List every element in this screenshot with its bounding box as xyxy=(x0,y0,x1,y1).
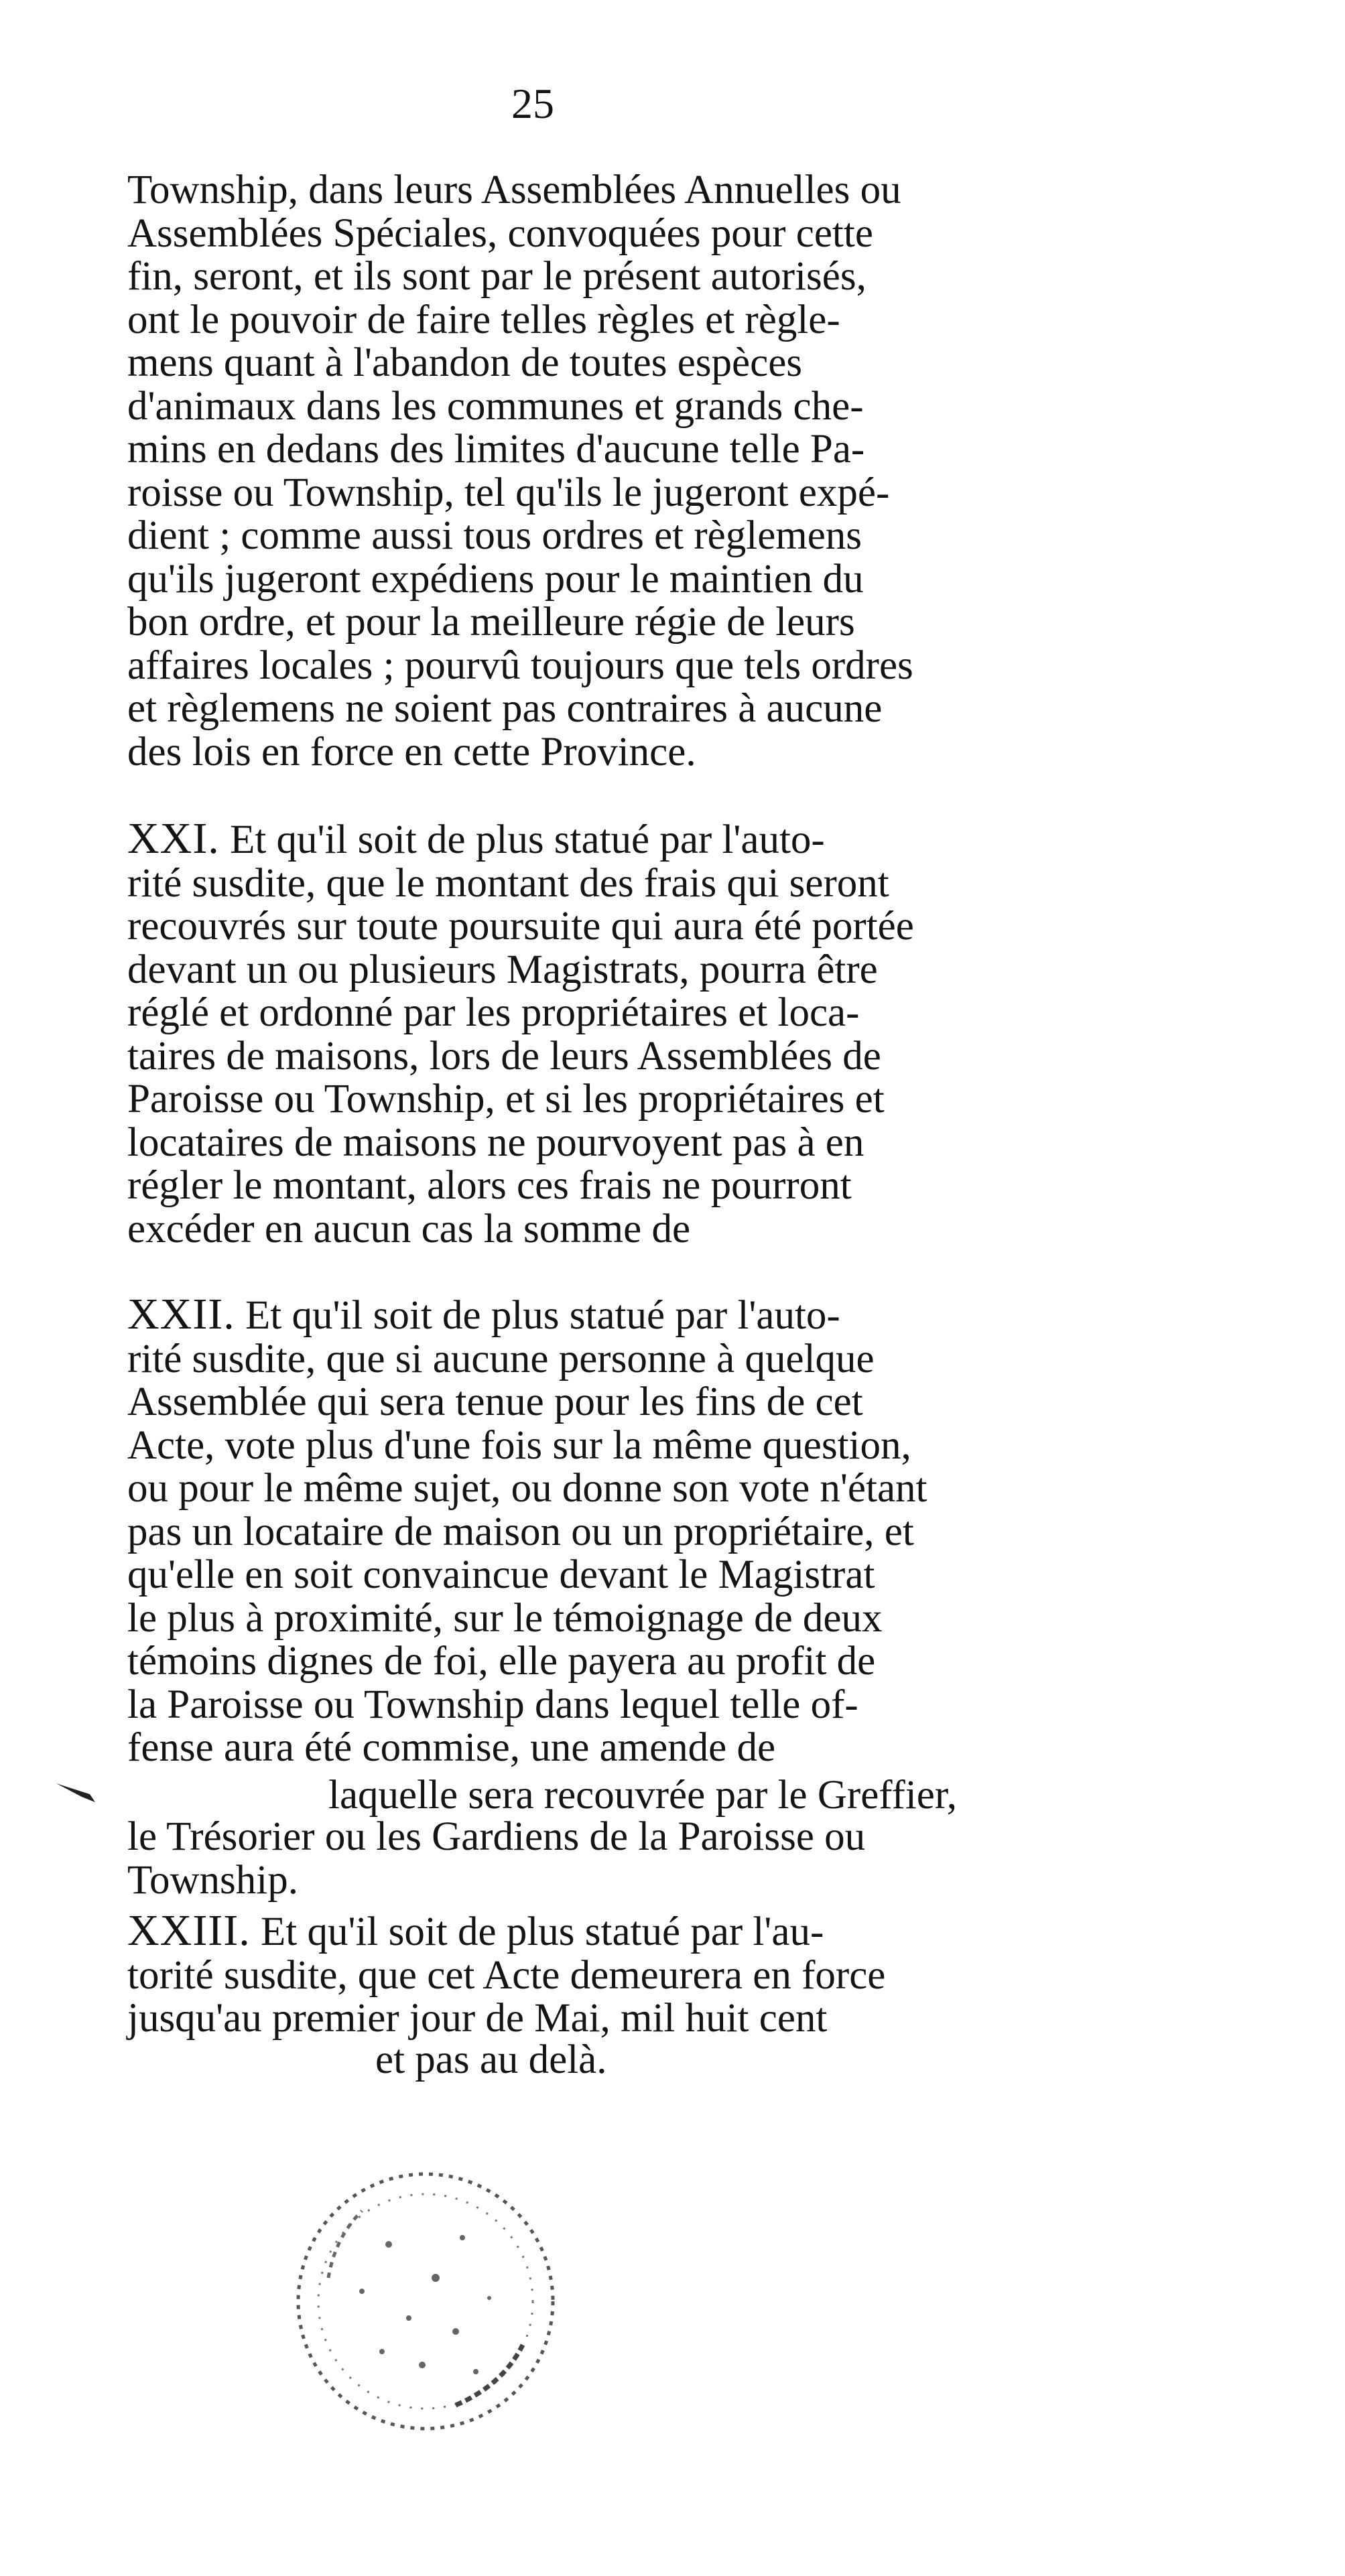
article-text: Et qu'il soit de plus statué par l'au- torité susdite, que cet Acte demeurera en force jusqu'au premier jour de Mai, mil huit cent xyxy=(127,1909,886,2041)
article-text: Et qu'il soit de plus statué par l'auto- rité susdite, que le montant des frais qui seront recouvrés sur toute poursuite qui aura été portée devant un ou plusieurs Magistrats, pourra être réglé et ordonné par les propriétaires et loca- taires de maisons, lors de leurs Assemblées de Paroisse ou Township, et si les propriétaires et locataires de maisons ne pourvoyent pas à en régler le montant, alors ces frais ne pourront excéder en aucun cas la somme de xyxy=(127,817,914,1251)
paragraph-line: le Trésorier ou les Gardiens de la Paroisse ou Township. xyxy=(127,1814,866,1903)
article-xxi xyxy=(127,814,992,1251)
indented-line: laquelle sera recouvrée par le Greffier, xyxy=(328,1773,957,1818)
article-xxiii xyxy=(127,1906,992,2041)
margin-mark-icon xyxy=(55,1779,102,1806)
article-number: XXII. xyxy=(127,1290,235,1339)
paragraph-continuation: Township, dans leurs Assemblées Annuelles ou Assemblées Spéciales, convoquées pour cette fin, seront, et ils sont par le présent autorisés, ont le pouvoir de faire telles règles et règle- mens quant à l'abandon de toutes espèces d'animaux dans les communes et grands che- mins en dedans des limites d'aucune telle Pa- roisse ou Township, tel qu'ils le jugeront expé- dient ; comme aussi tous ordres et règlemens qu'ils jugeront expédiens pour le maintien du bon ordre, et pour la meilleure régie de leurs affaires locales ; pourvû toujours que tels ordres et règlemens ne soient pas contraires à aucune des lois en force en cette Province. xyxy=(127,167,913,774)
page-number: 25 xyxy=(511,80,554,127)
closing-line: et pas au delà. xyxy=(375,2037,607,2082)
article-number: XXI. xyxy=(127,814,220,863)
article-xxii xyxy=(127,1290,992,1770)
article-number: XXIII. xyxy=(127,1906,251,1955)
library-stamp xyxy=(288,2164,563,2439)
article-text: Et qu'il soit de plus statué par l'auto- rité susdite, que si aucune personne à quelque Assemblée qui sera tenue pour les fins de cet Acte, vote plus d'une fois sur la même question, ou pour le même sujet, ou donne son vote n'étant pas un locataire de maison ou un propriétaire, et qu'elle en soit convaincue devant le Magistrat le plus à proximité, sur le témoignage de deux témoins dignes de foi, elle payera au profit de la Paroisse ou Township dans lequel telle of- fense aura été commise, une amende de xyxy=(127,1293,927,1770)
